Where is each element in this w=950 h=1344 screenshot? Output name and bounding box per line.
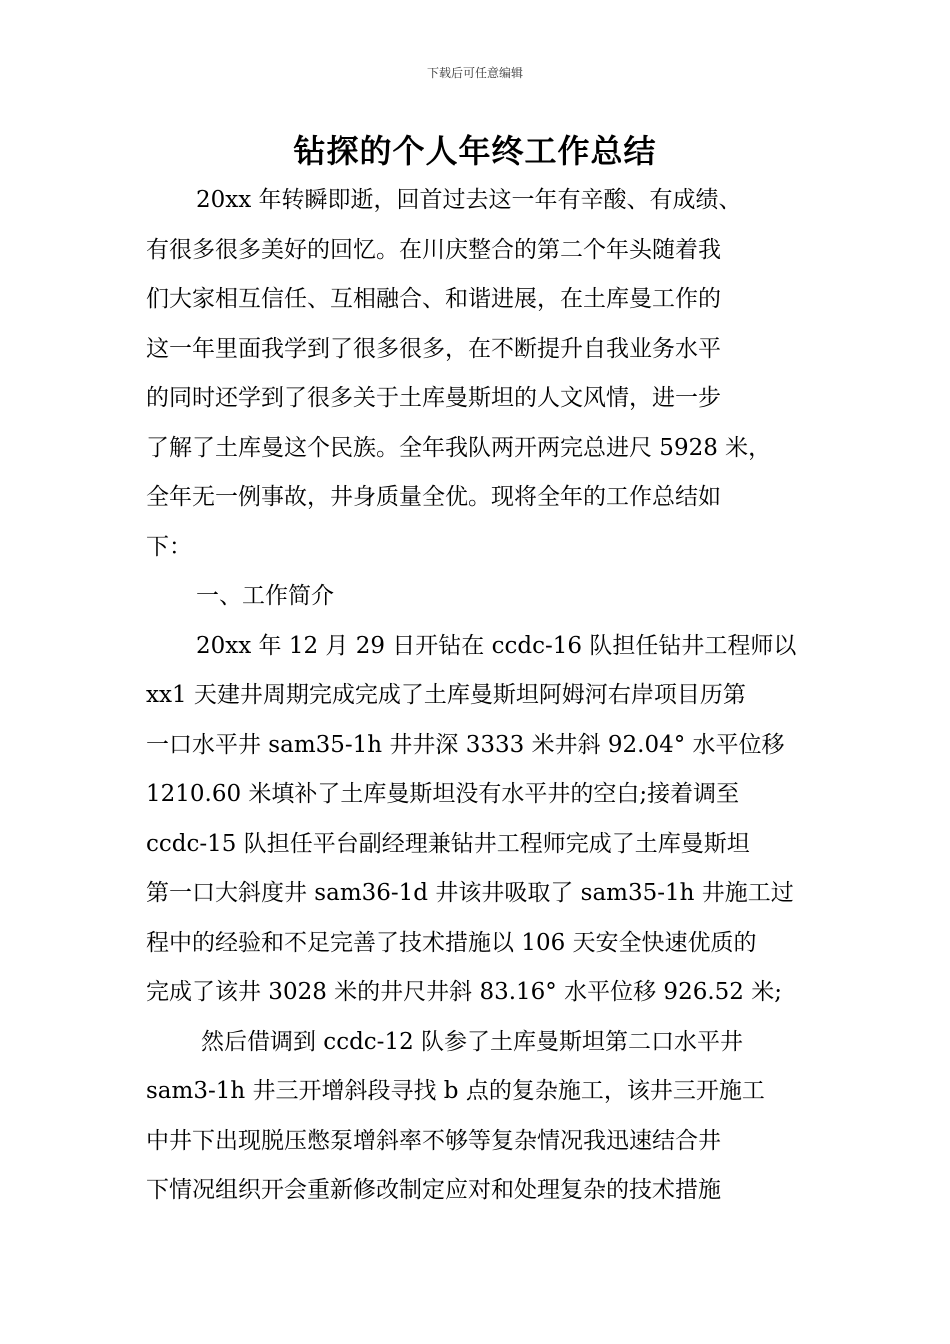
body-line: 然后借调到 ccdc-12 队参了土库曼斯坦第二口水平井 [201,1028,744,1055]
body-line: 下情况组织开会重新修改制定应对和处理复杂的技术措施 [146,1177,721,1203]
body-line: 下： [146,533,192,560]
body-line: 了解了土库曼这个民族。全年我队两开两完总进尺 5928 米， [146,434,772,461]
document-body [146,176,806,1216]
body-line: 这一年里面我学到了很多很多，在不断提升自我业务水平 [146,335,721,362]
body-line: 20xx 年转瞬即逝，回首过去这一年有辛酸、有成绩、 [196,187,742,213]
body-line: 20xx 年 12 月 29 日开钻在 ccdc-16 队担任钻井工程师以 [196,632,797,659]
body-line: sam3-1h 井三开增斜段寻找 b 点的复杂施工，该井三开施工 [146,1078,765,1104]
body-line: 1210.60 米填补了土库曼斯坦没有水平井的空白;接着调至 [146,781,740,807]
body-line: 有很多很多美好的回忆。在川庆整合的第二个年头随着我 [146,236,721,263]
body-line: 中井下出现脱压憋泵增斜率不够等复杂情况我迅速结合井 [146,1127,721,1154]
body-line: 们大家相互信任、互相融合、和谐进展，在土库曼工作的 [146,286,721,312]
body-line: 全年无一例事故，井身质量全优。现将全年的工作总结如 [146,484,721,510]
body-line: xx1 天建井周期完成完成了土库曼斯坦阿姆河右岸项目历第 [146,682,746,708]
page-header: 下载后可任意编辑 [426,66,523,80]
body-line: ccdc-15 队担任平台副经理兼钻井工程师完成了土库曼斯坦 [146,830,750,857]
body-line: 程中的经验和不足完善了技术措施以 106 天安全快速优质的 [146,929,757,956]
section-heading: 一、工作简介 [196,583,334,609]
document-title: 钻探的个人年终工作总结 [293,132,657,170]
body-line: 第一口大斜度井 sam36-1d 井该井吸取了 sam35-1h 井施工过 [146,880,794,906]
body-line: 一口水平井 sam35-1h 井井深 3333 米井斜 92.04° 水平位移 [146,731,785,758]
body-line: 完成了该井 3028 米的井尺井斜 83.16° 水平位移 926.52 米; [146,979,782,1005]
body-line: 的同时还学到了很多关于土库曼斯坦的人文风情，进一步 [146,385,721,411]
